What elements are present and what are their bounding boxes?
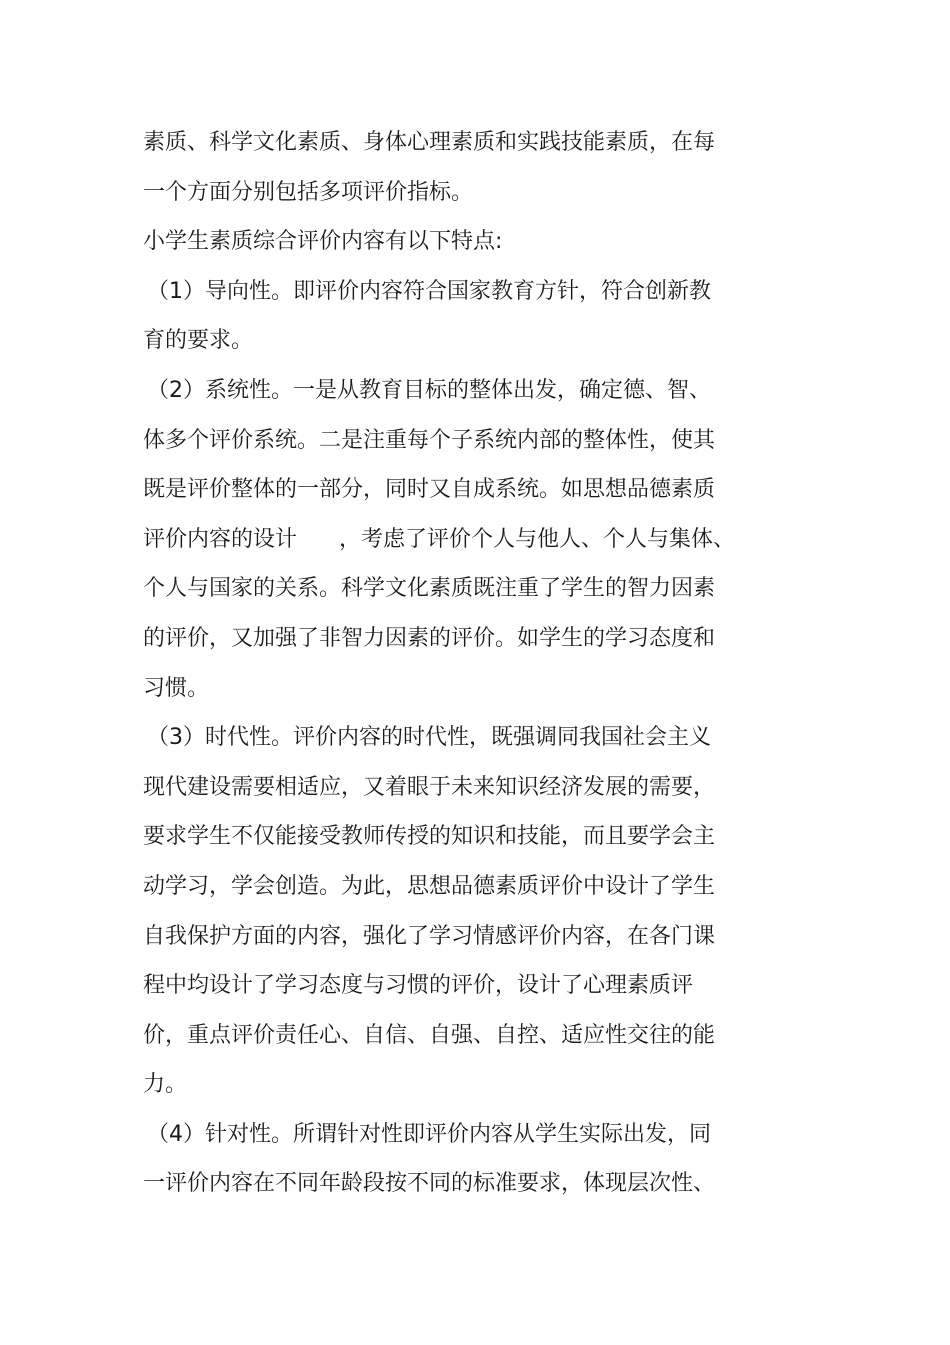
text-line: 自我保护方面的内容，强化了学习情感评价内容，在各门课 xyxy=(143,923,716,949)
text-line: 力。 xyxy=(143,1072,188,1098)
text-line: 体多个评价系统。二是注重每个子系统内部的整体性，使其 xyxy=(143,427,716,453)
text-line: 育的要求。 xyxy=(143,328,254,354)
text-line: 评价内容的设计 ，考虑了评价个人与他人、个人与集体、 xyxy=(143,526,735,552)
text-line: 价，重点评价责任心、自信、自强、自控、适应性交往的能 xyxy=(143,1022,716,1048)
item-2-start: （2）系统性。一是从教育目标的整体出发，确定德、智、 xyxy=(147,377,711,403)
text-line: 的评价，又加强了非智力因素的评价。如学生的学习态度和 xyxy=(143,625,716,651)
text-line: 素质、科学文化素质、身体心理素质和实践技能素质，在每 xyxy=(143,130,716,155)
text-line: 程中均设计了学习态度与习惯的评价，设计了心理素质评 xyxy=(143,973,694,999)
text-line: 一评价内容在不同年龄段按不同的标准要求，体现层次性、 xyxy=(143,1171,716,1197)
text-line: 动学习，学会创造。为此，思想品德素质评价中设计了学生 xyxy=(143,873,716,899)
item-4-start: （4）针对性。所谓针对性即评价内容从学生实际出发，同 xyxy=(147,1121,711,1147)
text-line: 既是评价整体的一部分，同时又自成系统。如思想品德素质 xyxy=(143,477,716,503)
text-line: 个人与国家的关系。科学文化素质既注重了学生的智力因素 xyxy=(143,576,716,602)
item-3-start: （3）时代性。评价内容的时代性，既强调同我国社会主义 xyxy=(147,725,711,751)
text-line: 习惯。 xyxy=(143,675,210,701)
text-line: 一个方面分别包括多项评价指标。 xyxy=(143,179,474,205)
text-line: 要求学生不仅能接受教师传授的知识和技能，而且要学会主 xyxy=(143,824,716,850)
body-text xyxy=(143,118,743,1209)
section-intro: 小学生素质综合评价内容有以下特点: xyxy=(143,229,503,255)
item-1-start: （1）导向性。即评价内容符合国家教育方针，符合创新教 xyxy=(147,278,711,304)
text-line: 现代建设需要相适应，又着眼于未来知识经济发展的需要， xyxy=(143,774,716,800)
